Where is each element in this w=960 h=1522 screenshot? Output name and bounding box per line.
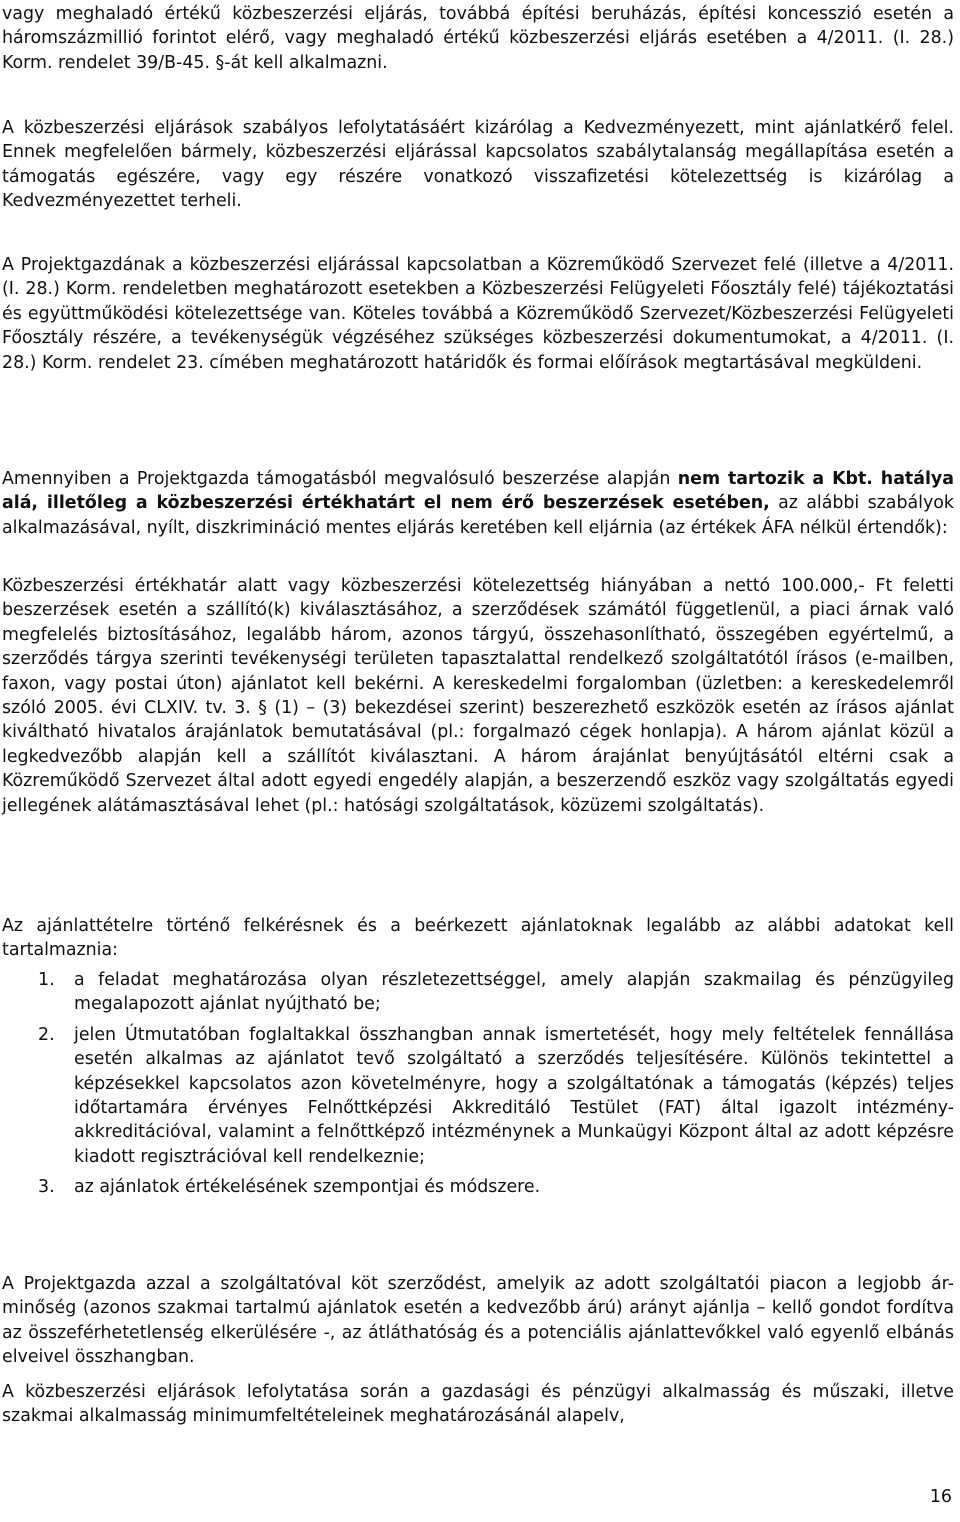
list-item [2, 968, 954, 1017]
paragraph-three-offers-rule: Közbeszerzési értékhatár alatt vagy közbeszerzési kötelezettség hiányában a nettó 100.000,- Ft feletti beszerzések esetén a szállító(k) kiválasztásához, a szerződések számától függetlenül, a piaci árnak való megfelelés biztosításához, legalább három, azonos tárgyú, összehasonlítható, összegében egyértelmű, a szerződés tárgya szerinti tevékenységi területen tapasztalattal rendelkező szolgáltatótól írásos (e-mailben, faxon, vagy postai úton) ajánlatot kell bekérni. A kereskedelmi forgalomban (üzletben: a kereskedelemről szóló 2005. évi CLXIV. tv. 3. § (1) – (3) bekezdései szerint) beszerezhető eszközök esetén az írásos ajánlat kiváltható hivatalos árajánlatok bemutatásával (pl.: forgalmazó cégek honlapja). A három ajánlat közül a legkedvezőbb alapján kell a szállítót kiválasztani. A három árajánlat benyújtásától eltérni csak a Közreműködő Szervezet által adott egyedi engedély alapján, a beszerzendő eszköz vagy szolgáltatás egyedi jellegének alátámasztásával lehet (pl.: hatósági szolgáltatások, közüzemi szolgáltatás). [2, 576, 954, 816]
offer-requirements-list [2, 968, 954, 1200]
paragraph-below-threshold-lead: Amennyiben a Projektgazda támogatásból megvalósuló beszerzése alapján [2, 469, 678, 489]
paragraph-below-threshold [2, 467, 954, 540]
paragraph-contract-selection: A Projektgazda azzal a szolgáltatóval köt szerződést, amelyik az adott szolgáltatói piacon a legjobb ár-minőség (azonos szakmai tartalmú ajánlatok esetén a kedvezőbb árú) arányt ajánlja – kellő gondot fordítva az összeférhetetlenség elkerülésére -, az átláthatóság és a potenciális ajánlattevőkkel való egyenlő elbánás elveivel összhangban. [2, 1274, 954, 1368]
paragraph-below-threshold-rest: az alábbi szabályok alkalmazásával, nyílt, diszkrimináció mentes eljárás keretében kell eljárnia (az értékek ÁFA nélkül értendők): [2, 493, 954, 538]
list-item [2, 1023, 954, 1169]
list-item-text: az ajánlatok értékelésének szempontjai és módszere. [74, 1177, 541, 1198]
paragraph-information-duty: A Projektgazdának a közbeszerzési eljárással kapcsolatban a Közreműködő Szervezet felé (illetve a 4/2011. (I. 28.) Korm. rendeletben meghatározott esetekben a Közbeszerzési Felügyeleti Főosztály felé) tájékoztatási és együttműködési kötelezettsége van. Köteles továbbá a Közreműködő Szervezet/Közbeszerzési Felügyeleti Főosztály részére, a tevékenységük végzéséhez szükséges közbeszerzési dokumentumokat, a 4/2011. (I. 28.) Korm. rendelet 23. címében meghatározott határidők és formai előírások megtartásával megküldeni. [2, 255, 954, 373]
list-item-text: a feladat meghatározása olyan részletezettséggel, amely alapján szakmailag és pénzügyileg megalapozott ajánlat nyújtható be; [74, 970, 954, 1015]
list-item-number: 2. [38, 1024, 55, 1045]
page-number: 16 [929, 1487, 952, 1507]
paragraph-below-threshold-emphasis: nem tartozik a Kbt. hatálya alá, illetőleg a közbeszerzési értékhatárt el nem érő beszerzések esetében, [2, 469, 955, 514]
paragraph-eligibility-principle: A közbeszerzési eljárások lefolytatása során a gazdasági és pénzügyi alkalmasság és műszaki, illetve szakmai alkalmasság minimumfeltételeinek meghatározásánál alapelv, [2, 1382, 954, 1427]
list-item-number: 1. [38, 970, 55, 990]
paragraph-offer-contents-intro: Az ajánlattételre történő felkérésnek és a beérkezett ajánlatoknak legalább az alábbi adatokat kell tartalmaznia: [2, 916, 954, 961]
list-item [2, 1175, 954, 1199]
list-item-text: jelen Útmutatóban foglaltakkal összhangban annak ismertetését, hogy mely feltételek fennállása esetén alkalmas az ajánlatot tevő szolgáltató a szerződés teljesítésére. Különös tekintettel a képzésekkel kapcsolatos azon követelményre, hogy a szolgáltatónak a támogatás (képzés) teljes időtartamára érvényes Felnőttképzési Akkreditáló Testület (FAT) által igazolt intézmény-akkreditációval, valamint a felnőttképző intézménynek a Munkaügyi Központ által az adott képzésre kiadott regisztrációval kell rendelkeznie; [74, 1024, 954, 1167]
list-item-number: 3. [38, 1177, 55, 1198]
paragraph-responsibility: A közbeszerzési eljárások szabályos lefolytatásáért kizárólag a Kedvezményezett, mint ajánlatkérő felel. Ennek megfelelően bármely, közbeszerzési eljárással kapcsolatos szabálytalanság megállapítása esetén a támogatás egészére, vagy egy részére vonatkozó visszafizetési kötelezettség is kizárólag a Kedvezményezettet terheli. [2, 118, 954, 212]
paragraph-procurement-threshold: vagy meghaladó értékű közbeszerzési eljárás, továbbá építési beruházás, építési koncesszió esetén a háromszázmillió forintot elérő, vagy meghaladó értékű közbeszerzési eljárás esetében a 4/2011. (I. 28.) Korm. rendelet 39/B-45. §-át kell alkalmazni. [2, 4, 954, 73]
